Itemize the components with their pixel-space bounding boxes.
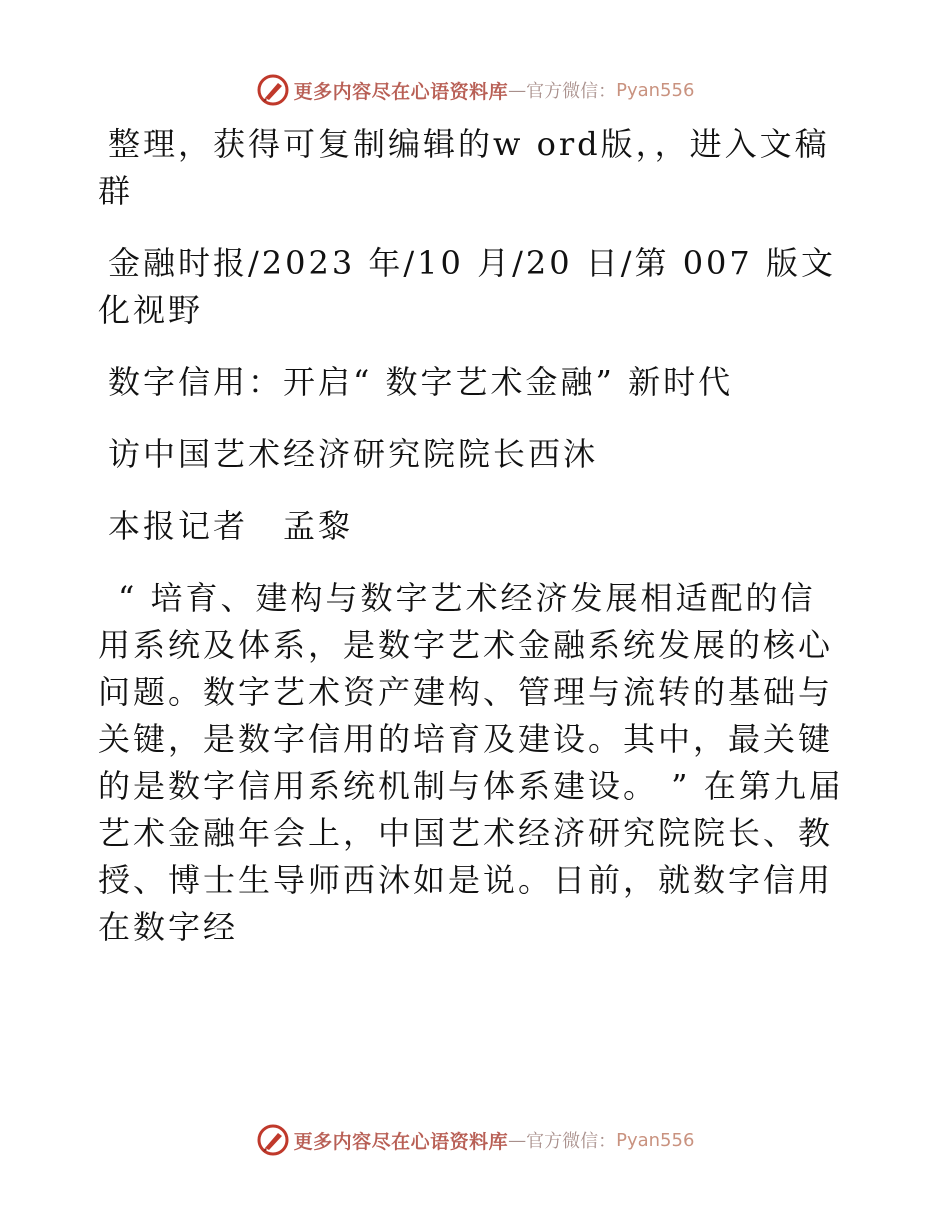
- intro-line: 整理，获得可复制编辑的w ord版，，进入文稿群: [98, 125, 830, 210]
- document-body: [98, 121, 850, 976]
- banner-main-text: 更多内容尽在心语资料库: [293, 1130, 509, 1153]
- body-paragraph: “ 培育、建构与数字艺术经济发展相适配的信用系统及体系，是数字艺术金融系统发展的核心问题。数字艺术资产建构、管理与流转的基础与关键，是数字信用的培育及建设。其中，最关键的是数字信用系统机制与体系建设。 ” 在第九届艺术金融年会上，中国艺术经济研究院院长、教授、博士生导师西沐如是说。日前，就数字信用在数字经: [98, 579, 844, 946]
- banner-dash: —: [508, 79, 527, 101]
- headline: 数字信用：开启“ 数字艺术金融” 新时代: [108, 363, 734, 401]
- watermark-banner-top: [0, 72, 950, 108]
- byline: 本报记者 孟黎: [108, 507, 354, 545]
- watermark-banner-bottom: [0, 1122, 950, 1158]
- banner-wechat-id: Pyan556: [616, 1129, 695, 1151]
- banner-main-text: 更多内容尽在心语资料库: [293, 80, 509, 103]
- pen-logo-icon: [256, 1123, 290, 1157]
- subheadline: 访中国艺术经济研究院院长西沐: [108, 435, 599, 473]
- banner-wechat-label: 官方微信：: [526, 1131, 617, 1152]
- banner-wechat-id: Pyan556: [616, 79, 695, 101]
- source-line: 金融时报/2023 年/10 月/20 日/第 007 版文化视野: [98, 244, 836, 329]
- banner-wechat-label: 官方微信：: [526, 81, 617, 102]
- banner-dash: —: [508, 1129, 527, 1151]
- pen-logo-icon: [256, 73, 290, 107]
